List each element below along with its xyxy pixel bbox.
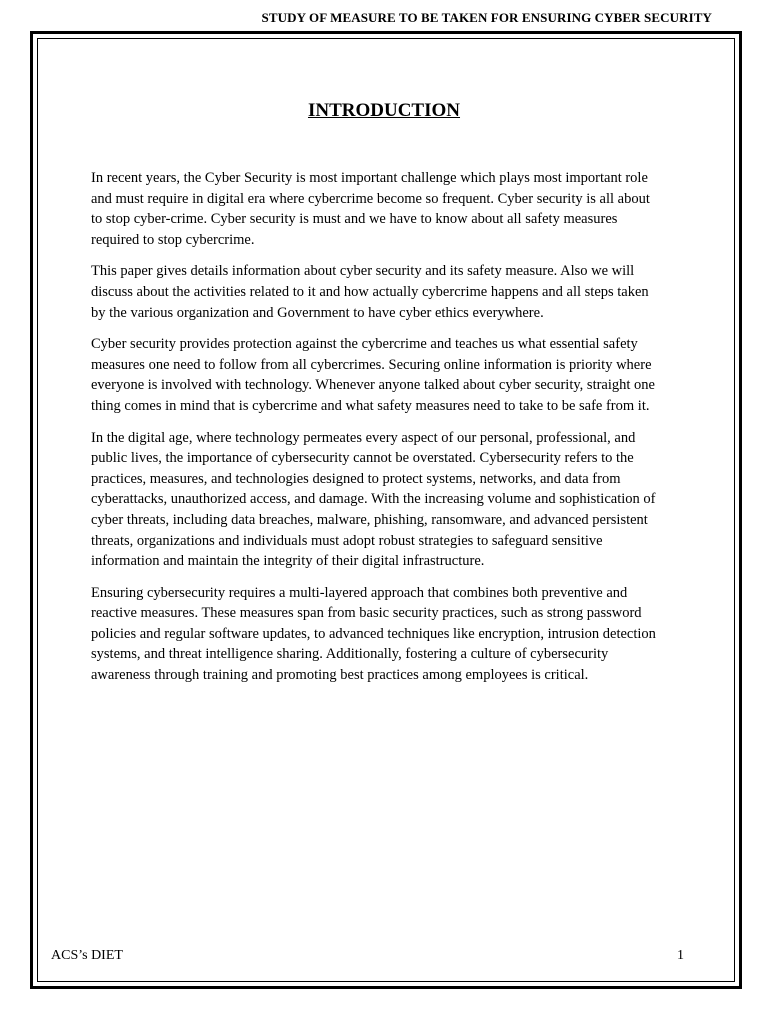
paragraph-1: In recent years, the Cyber Security is most important challenge which plays most important role and must require in digital era where cybercrime become so frequent. Cyber security is all about to stop cyber-crime. Cyber security is must and we have to know about all safety measures required to stop cybercrime. (91, 170, 650, 248)
page-number: 1 (677, 948, 684, 963)
page-title: INTRODUCTION (307, 100, 461, 121)
running-header: STUDY OF MEASURE TO BE TAKEN FOR ENSURING CYBER SECURITY (261, 10, 712, 25)
footer-institution: ACS’s DIET (51, 948, 123, 963)
paragraph-3: Cyber security provides protection against the cybercrime and teaches us what essential safety measures one need to follow from all cybercrimes. Securing online information is priority where everyone is involved with technology. Whenever anyone talked about cyber security, straight one thing comes in mind that is cybercrime and what safety measures need to take to be safe from it. (91, 336, 655, 414)
paragraph-4: In the digital age, where technology permeates every aspect of our personal, professional, and public lives, the importance of cybersecurity cannot be overstated. Cybersecurity refers to the practices, measures, and technologies designed to protect systems, networks, and data from cyberattacks, unauthorized access, and damage. With the increasing volume and sophistication of cyber threats, including data breaches, malware, phishing, ransomware, and advanced persistent threats, organizations and individuals must adopt robust strategies to safeguard sensitive information and maintain the integrity of their digital infrastructure. (91, 429, 656, 570)
paragraph-5: Ensuring cybersecurity requires a multi-layered approach that combines both preventive and reactive measures. These measures span from basic security practices, such as strong password policies and regular software updates, to advanced techniques like encryption, intrusion detection systems, and threat intelligence sharing. Additionally, fostering a culture of cybersecurity awareness through training and promoting best practices among employees is critical. (91, 584, 656, 684)
body-text (91, 168, 663, 697)
paragraph-2: This paper gives details information about cyber security and its safety measure. Also we will discuss about the activities related to it and how actually cybercrime happens and all steps taken by the various organization and Government to have cyber ethics everywhere. (91, 263, 649, 321)
